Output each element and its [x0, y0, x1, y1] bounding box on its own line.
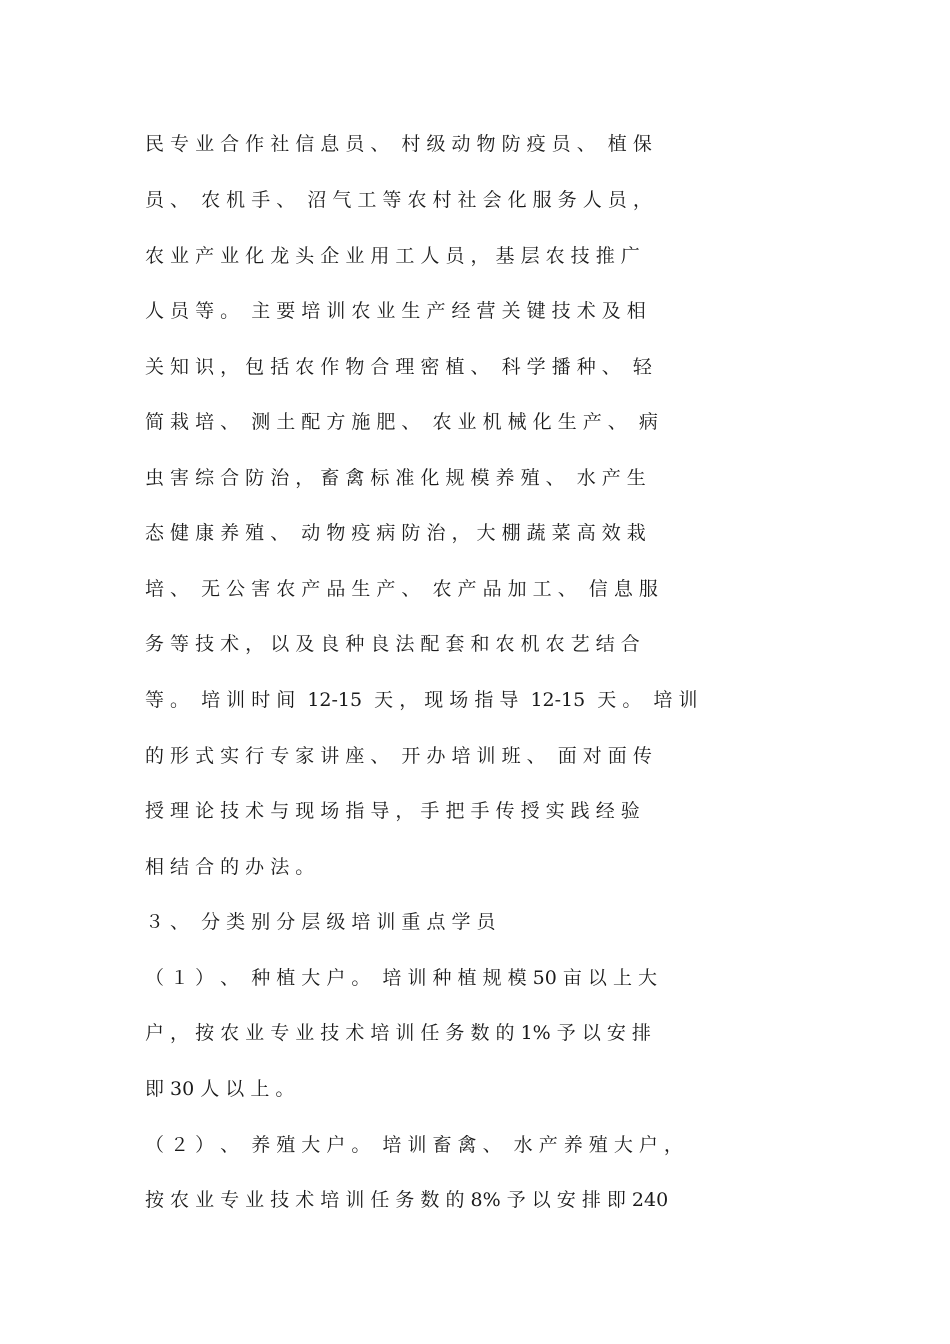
- text-line: 相 结 合 的 办 法 。: [145, 856, 315, 878]
- text-line: 虫 害 综 合 防 治 ， 畜 禽 标 准 化 规 模 养 殖 、 水 产 生: [145, 467, 646, 489]
- text-line: 关 知 识 ， 包 括 农 作 物 合 理 密 植 、 科 学 播 种 、 轻: [145, 356, 652, 378]
- text-line: 等 。 培 训 时 间 12-15 天 ， 现 场 指 导 12-15 天 。 培 训: [145, 689, 698, 711]
- text-line: 培 、 无 公 害 农 产 品 生 产 、 农 产 品 加 工 、 信 息 服: [145, 578, 658, 600]
- text-line: 人 员 等 。 主 要 培 训 农 业 生 产 经 营 关 键 技 术 及 相: [145, 300, 646, 322]
- text-line: 民 专 业 合 作 社 信 息 员 、 村 级 动 物 防 疫 员 、 植 保: [145, 133, 652, 155]
- text-line: 即 30 人 以 上 。: [145, 1078, 295, 1100]
- text-line: 授 理 论 技 术 与 现 场 指 导 ， 手 把 手 传 授 实 践 经 验: [145, 800, 640, 822]
- text-line: 务 等 技 术 ， 以 及 良 种 良 法 配 套 和 农 机 农 艺 结 合: [145, 633, 640, 655]
- text-line: （ １ ） 、 种 植 大 户 。 培 训 种 植 规 模 50 亩 以 上 大: [145, 967, 658, 989]
- text-line: （ ２ ） 、 养 殖 大 户 。 培 训 畜 禽 、 水 产 养 殖 大 户 ，: [145, 1134, 683, 1156]
- text-line: 户 ， 按 农 业 专 业 技 术 培 训 任 务 数 的 1% 予 以 安 排: [145, 1022, 651, 1044]
- text-line: 员 、 农 机 手 、 沼 气 工 等 农 村 社 会 化 服 务 人 员 ，: [145, 189, 652, 211]
- section-heading: ３ 、 分 类 别 分 层 级 培 训 重 点 学 员: [145, 911, 496, 933]
- text-line: 按 农 业 专 业 技 术 培 训 任 务 数 的 8% 予 以 安 排 即 240: [145, 1189, 669, 1211]
- text-line: 农 业 产 业 化 龙 头 企 业 用 工 人 员 ， 基 层 农 技 推 广: [145, 245, 640, 267]
- text-line: 的 形 式 实 行 专 家 讲 座 、 开 办 培 训 班 、 面 对 面 传: [145, 745, 652, 767]
- text-line: 简 栽 培 、 测 土 配 方 施 肥 、 农 业 机 械 化 生 产 、 病: [145, 411, 658, 433]
- text-line: 态 健 康 养 殖 、 动 物 疫 病 防 治 ， 大 棚 蔬 菜 高 效 栽: [145, 522, 646, 544]
